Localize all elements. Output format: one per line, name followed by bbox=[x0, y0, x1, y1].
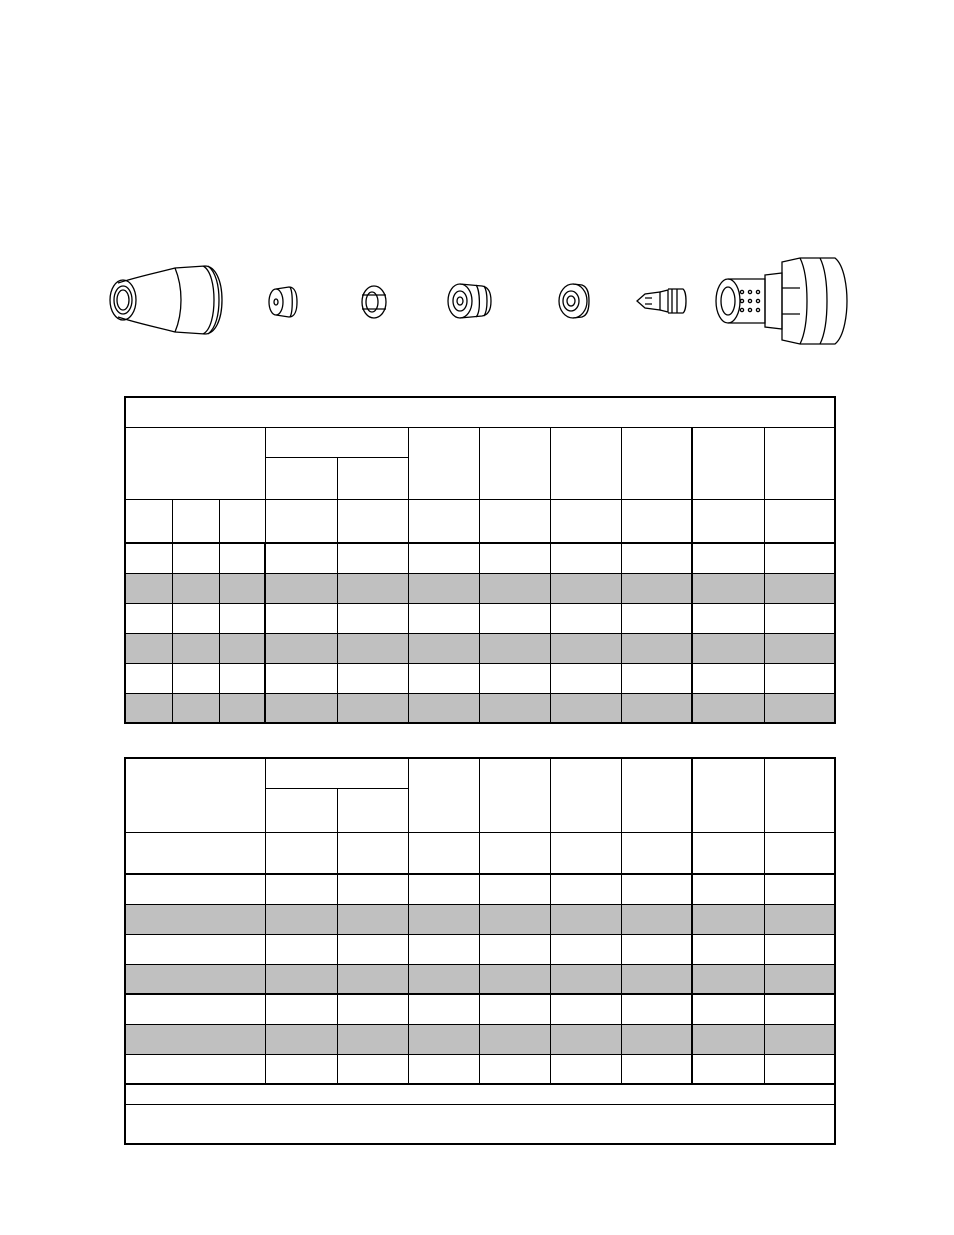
table2-subheader-cell bbox=[479, 832, 550, 874]
table2-header-col3 bbox=[408, 758, 479, 832]
table1-subheader-cell bbox=[479, 499, 550, 543]
table2-cell bbox=[337, 994, 408, 1024]
table1-sub-a bbox=[265, 457, 337, 499]
table2-cell bbox=[479, 934, 550, 964]
table2-cell bbox=[621, 964, 692, 994]
table2-group-header bbox=[265, 758, 408, 788]
table2-cell bbox=[337, 934, 408, 964]
table1-subheader-cell bbox=[265, 499, 337, 543]
table1-header-col5 bbox=[550, 427, 621, 499]
table2-cell bbox=[408, 1054, 479, 1084]
table1-row bbox=[125, 603, 835, 633]
table2-cell bbox=[621, 874, 692, 904]
shield-cup-icon bbox=[110, 266, 222, 334]
table1-corner-header bbox=[125, 427, 265, 499]
table2-row bbox=[125, 904, 835, 934]
table2-cell bbox=[692, 934, 764, 964]
table1-subheader-cell bbox=[550, 499, 621, 543]
table1-cell bbox=[692, 603, 764, 633]
table1-cell bbox=[692, 543, 764, 573]
table1-subheader-cell bbox=[692, 499, 764, 543]
table2-subheader-cell bbox=[125, 832, 265, 874]
table2-cell bbox=[408, 934, 479, 964]
table2-cell bbox=[265, 934, 337, 964]
table1-cell bbox=[621, 603, 692, 633]
table2-subheader-cell bbox=[337, 832, 408, 874]
table2-header-col5 bbox=[550, 758, 621, 832]
electrode-icon bbox=[637, 289, 686, 313]
table2-cell bbox=[692, 874, 764, 904]
table2-cell bbox=[265, 904, 337, 934]
table2-cell bbox=[550, 874, 621, 904]
table2-row bbox=[125, 1054, 835, 1084]
table1-cell bbox=[764, 633, 835, 663]
table1-cell bbox=[219, 543, 265, 573]
table2-cell bbox=[764, 994, 835, 1024]
table1-cell bbox=[692, 693, 764, 723]
table2-cell bbox=[479, 904, 550, 934]
shield-retainer-icon bbox=[269, 287, 297, 317]
table2-cell bbox=[621, 994, 692, 1024]
table2-cell bbox=[265, 1054, 337, 1084]
table1-cell bbox=[125, 693, 172, 723]
table1-cell bbox=[219, 693, 265, 723]
table1-header-col6 bbox=[621, 427, 692, 499]
table2-cell bbox=[408, 874, 479, 904]
table2-cell bbox=[621, 1024, 692, 1054]
table2-cell bbox=[550, 1024, 621, 1054]
table1-cell bbox=[479, 633, 550, 663]
table1-cell bbox=[621, 693, 692, 723]
table1-cell bbox=[172, 693, 219, 723]
table1-title bbox=[125, 397, 835, 427]
table1-cell bbox=[125, 603, 172, 633]
table2-cell bbox=[125, 1024, 265, 1054]
consumables-illustration bbox=[0, 0, 954, 380]
table2-cell bbox=[764, 874, 835, 904]
table1-cell bbox=[621, 573, 692, 603]
table1-cell bbox=[265, 663, 337, 693]
table1-cell bbox=[550, 633, 621, 663]
table1-cell bbox=[479, 543, 550, 573]
table1-cell bbox=[219, 573, 265, 603]
table1-cell bbox=[408, 603, 479, 633]
table1-subheader-cell bbox=[621, 499, 692, 543]
table1-cell bbox=[337, 543, 408, 573]
table1-row bbox=[125, 633, 835, 663]
table1-cell bbox=[764, 693, 835, 723]
table1-cell bbox=[125, 573, 172, 603]
table2-cell bbox=[479, 874, 550, 904]
table2-cell bbox=[265, 994, 337, 1024]
table2-cell bbox=[408, 1024, 479, 1054]
table2-cell bbox=[337, 874, 408, 904]
table1-subheader-row bbox=[125, 499, 835, 543]
table2-cell bbox=[479, 1054, 550, 1084]
table1-cell bbox=[692, 633, 764, 663]
table1-cell bbox=[550, 663, 621, 693]
table2-cell bbox=[125, 964, 265, 994]
table1-cell bbox=[479, 693, 550, 723]
table2-sub-a bbox=[265, 788, 337, 832]
table1-cell bbox=[408, 633, 479, 663]
table1-cell bbox=[408, 693, 479, 723]
table1-cell bbox=[764, 573, 835, 603]
table1-cell bbox=[621, 543, 692, 573]
table1-cell bbox=[550, 573, 621, 603]
table1-cell bbox=[408, 573, 479, 603]
process-table-2 bbox=[124, 757, 836, 1145]
table1-cell bbox=[692, 573, 764, 603]
table1-cell bbox=[479, 603, 550, 633]
table1-cell bbox=[337, 603, 408, 633]
table2-cell bbox=[265, 964, 337, 994]
table2-header-col8 bbox=[764, 758, 835, 832]
table2-cell bbox=[550, 994, 621, 1024]
table2-cell bbox=[550, 1054, 621, 1084]
table2-cell bbox=[764, 1024, 835, 1054]
table2-row bbox=[125, 994, 835, 1024]
table1-cell bbox=[550, 603, 621, 633]
table1-subheader-cell bbox=[172, 499, 219, 543]
table2-cell bbox=[479, 964, 550, 994]
table1-cell bbox=[172, 543, 219, 573]
table1-cell bbox=[265, 603, 337, 633]
table2-subheader-cell bbox=[764, 832, 835, 874]
table2-header-col6 bbox=[621, 758, 692, 832]
table2-row bbox=[125, 874, 835, 904]
table1-cell bbox=[764, 603, 835, 633]
table1-cell bbox=[692, 663, 764, 693]
table2-cell bbox=[764, 904, 835, 934]
table1-cell bbox=[172, 633, 219, 663]
table1-cell bbox=[125, 633, 172, 663]
table1-cell bbox=[764, 663, 835, 693]
table1-cell bbox=[550, 543, 621, 573]
table1-cell bbox=[337, 633, 408, 663]
table2-cell bbox=[692, 904, 764, 934]
table2-cell bbox=[408, 964, 479, 994]
table2-subheader-row bbox=[125, 832, 835, 874]
table2-cell bbox=[550, 904, 621, 934]
table1-cell bbox=[337, 573, 408, 603]
swirl-ring-icon bbox=[559, 284, 589, 318]
table1-subheader-cell bbox=[125, 499, 172, 543]
table1-cell bbox=[125, 543, 172, 573]
table2-cell bbox=[337, 1054, 408, 1084]
table2-subheader-cell bbox=[692, 832, 764, 874]
table2-subheader-cell bbox=[550, 832, 621, 874]
table2-cell bbox=[125, 1054, 265, 1084]
table2-cell bbox=[621, 1054, 692, 1084]
table2-cell bbox=[265, 1024, 337, 1054]
table1-cell bbox=[337, 663, 408, 693]
table1-cell bbox=[219, 633, 265, 663]
table1-cell bbox=[125, 663, 172, 693]
table2-row bbox=[125, 934, 835, 964]
table2-cell bbox=[125, 934, 265, 964]
table2-cell bbox=[764, 964, 835, 994]
table2-cell bbox=[692, 994, 764, 1024]
table1-cell bbox=[265, 633, 337, 663]
table2-cell bbox=[408, 904, 479, 934]
table2-cell bbox=[125, 874, 265, 904]
table1-subheader-cell bbox=[408, 499, 479, 543]
table1-subheader-cell bbox=[764, 499, 835, 543]
table2-corner-header bbox=[125, 758, 265, 832]
nozzle-icon bbox=[448, 284, 491, 318]
table1-cell bbox=[479, 573, 550, 603]
table2-cell bbox=[692, 1054, 764, 1084]
table1-subheader-cell bbox=[337, 499, 408, 543]
table2-subheader-cell bbox=[265, 832, 337, 874]
table1-cell bbox=[550, 693, 621, 723]
torch-body-icon bbox=[716, 258, 847, 344]
table2-footer-note bbox=[125, 1104, 835, 1144]
table1-cell bbox=[408, 663, 479, 693]
table1-subheader-cell bbox=[219, 499, 265, 543]
table1-cell bbox=[337, 693, 408, 723]
table2-cell bbox=[125, 994, 265, 1024]
table2-cell bbox=[479, 994, 550, 1024]
table2-header-col7 bbox=[692, 758, 764, 832]
table2-sub-b bbox=[337, 788, 408, 832]
table1-cell bbox=[621, 633, 692, 663]
table2-cell bbox=[550, 934, 621, 964]
table2-cell bbox=[337, 904, 408, 934]
table2-footer-line bbox=[125, 1084, 835, 1104]
table1-cell bbox=[219, 663, 265, 693]
table2-cell bbox=[479, 1024, 550, 1054]
table1-header-col7 bbox=[692, 427, 764, 499]
table1-group-header bbox=[265, 427, 408, 457]
table1-cell bbox=[265, 573, 337, 603]
table2-cell bbox=[764, 934, 835, 964]
process-table-1 bbox=[124, 396, 836, 724]
table1-cell bbox=[219, 603, 265, 633]
table2-subheader-cell bbox=[408, 832, 479, 874]
table1-cell bbox=[764, 543, 835, 573]
table2-cell bbox=[265, 874, 337, 904]
table1-row bbox=[125, 543, 835, 573]
table1-row bbox=[125, 693, 835, 723]
table1-cell bbox=[621, 663, 692, 693]
table1-row bbox=[125, 573, 835, 603]
table2-header-col4 bbox=[479, 758, 550, 832]
table1-cell bbox=[265, 543, 337, 573]
table2-cell bbox=[764, 1054, 835, 1084]
table1-cell bbox=[408, 543, 479, 573]
table1-header-col4 bbox=[479, 427, 550, 499]
table2-row bbox=[125, 1024, 835, 1054]
table1-cell bbox=[172, 573, 219, 603]
table2-cell bbox=[125, 904, 265, 934]
table2-cell bbox=[337, 964, 408, 994]
table1-cell bbox=[479, 663, 550, 693]
table2-cell bbox=[692, 964, 764, 994]
table1-row bbox=[125, 663, 835, 693]
table2-subheader-cell bbox=[621, 832, 692, 874]
swirl-ring-small-icon bbox=[362, 286, 386, 318]
table1-header-col8 bbox=[764, 427, 835, 499]
table2-cell bbox=[621, 904, 692, 934]
table2-cell bbox=[621, 934, 692, 964]
table1-cell bbox=[172, 603, 219, 633]
table1-sub-b bbox=[337, 457, 408, 499]
table2-cell bbox=[692, 1024, 764, 1054]
table1-cell bbox=[172, 663, 219, 693]
table1-cell bbox=[265, 693, 337, 723]
table2-cell bbox=[337, 1024, 408, 1054]
table2-cell bbox=[550, 964, 621, 994]
table2-cell bbox=[408, 994, 479, 1024]
table2-row bbox=[125, 964, 835, 994]
table1-header-col3 bbox=[408, 427, 479, 499]
